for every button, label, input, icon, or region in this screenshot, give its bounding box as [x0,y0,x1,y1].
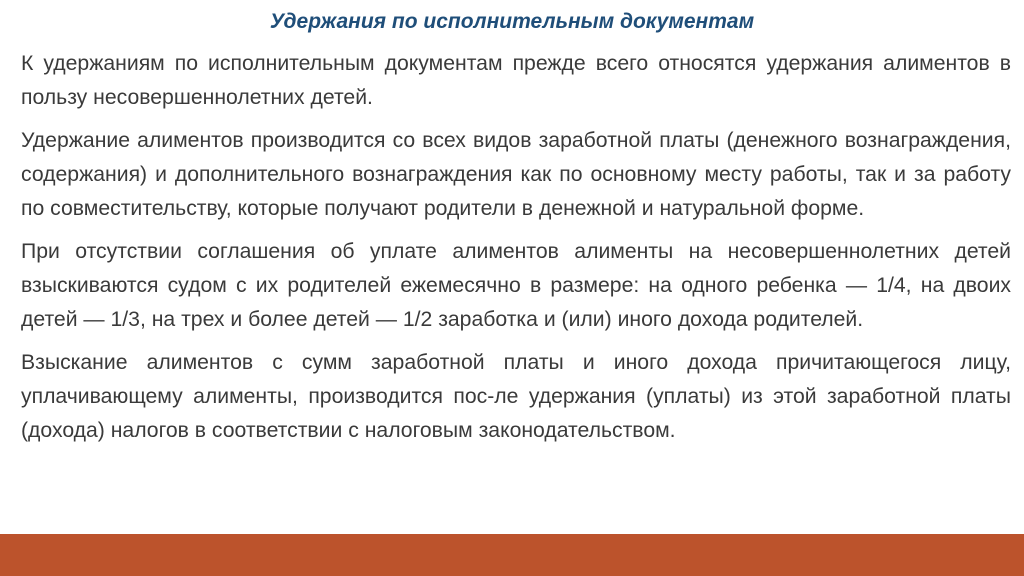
paragraph-alimony-after-tax: Взыскание алиментов с сумм заработной платы и иного дохода причитающегося лицу, уплачивающему алименты, производится пос-ле удержания (уплаты) из этой заработной платы (дохода) налогов в соответствии с налоговым законодательством. [21,351,1011,442]
paragraph-alimony-sources: Удержание алиментов производится со всех видов заработной платы (денежного вознаграждения, содержания) и дополнительного вознаграждения как по основному месту работы, так и за работу по совместительству, которые получают родители в денежной и натуральной форме. [21,129,1011,220]
slide-body [21,47,1011,448]
slide-title: Удержания по исполнительным документам [269,10,755,33]
footer-bar [0,534,1024,576]
paragraph-alimony-rates: При отсутствии соглашения об уплате алиментов алименты на несовершеннолетних детей взыскиваются судом с их родителей ежемесячно в размере: на одного ребенка — 1/4, на двоих детей — 1/3, на трех и более детей — 1/2 заработка и (или) иного дохода родителей. [21,240,1011,331]
paragraph-alimony-priority: К удержаниям по исполнительным документам прежде всего относятся удержания алиментов в пользу несовершеннолетних детей. [21,52,1011,109]
